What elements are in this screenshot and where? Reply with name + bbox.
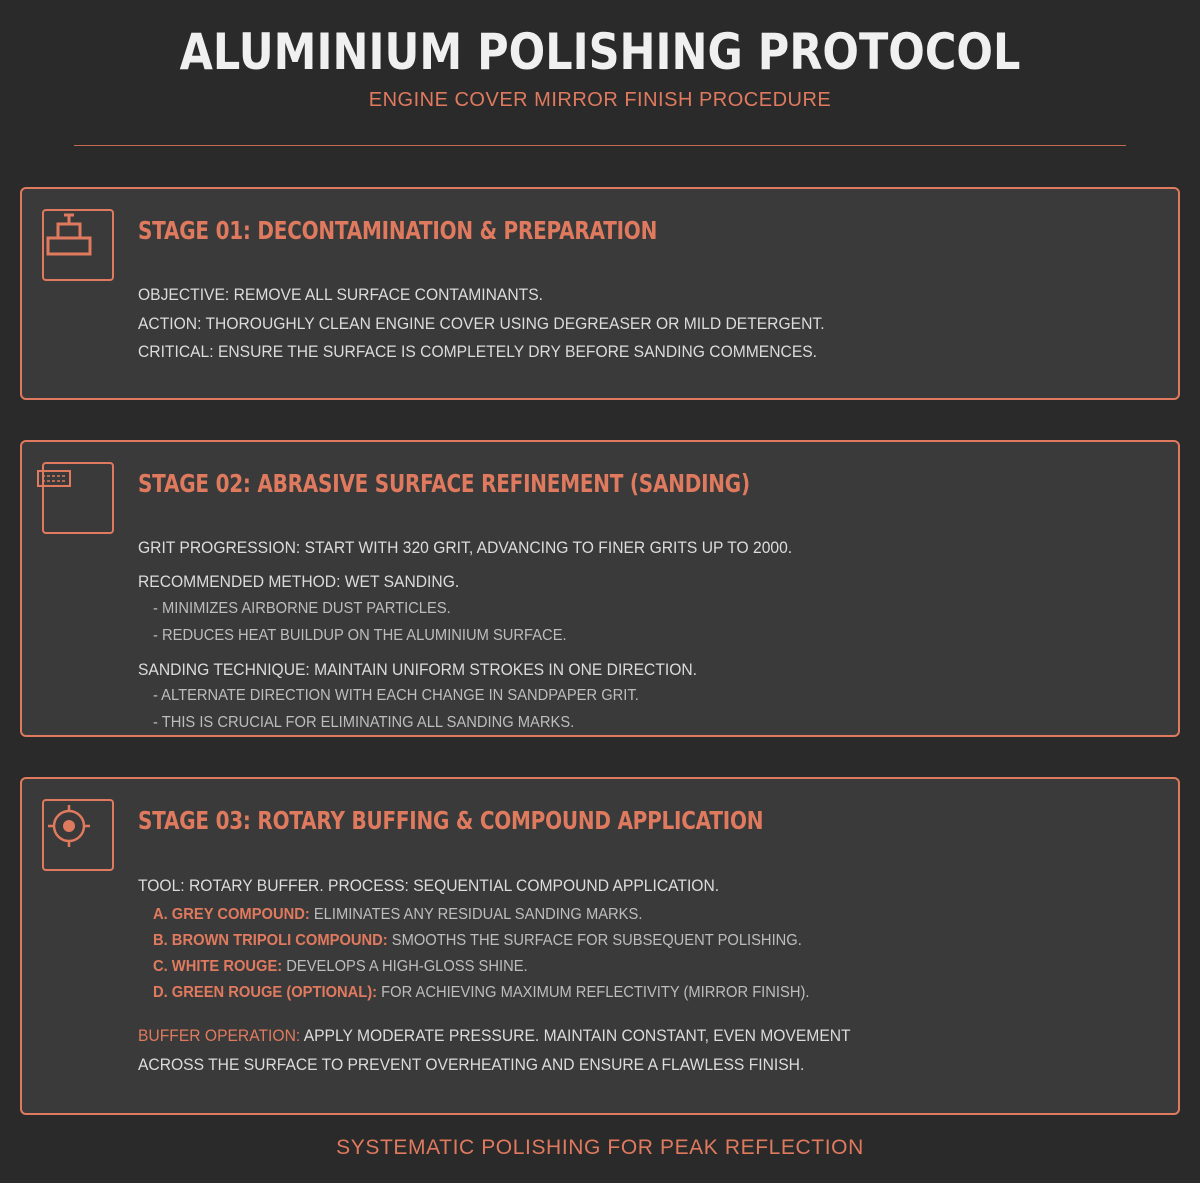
stage-02-technique-point-2: - THIS IS CRUCIAL FOR ELIMINATING ALL SANDING MARKS. — [153, 714, 575, 731]
compound-b — [153, 931, 802, 951]
buffer-operation-line-2: ACROSS THE SURFACE TO PREVENT OVERHEATING AND ENSURE A FLAWLESS FINISH. — [138, 1055, 805, 1074]
compound-d-label: D. GREEN ROUGE (OPTIONAL): — [153, 984, 378, 1001]
stage-02-method: RECOMMENDED METHOD: WET SANDING. — [138, 572, 460, 591]
stage-02-technique: SANDING TECHNIQUE: MAINTAIN UNIFORM STROKES IN ONE DIRECTION. — [138, 660, 698, 679]
stage-02-title: STAGE 02: ABRASIVE SURFACE REFINEMENT (SANDING) — [138, 469, 750, 498]
buffer-operation-text-1: APPLY MODERATE PRESSURE. MAINTAIN CONSTANT, EVEN MOVEMENT — [300, 1026, 851, 1045]
compound-d — [153, 983, 809, 1003]
stage-01-card — [20, 187, 1180, 400]
compound-c — [153, 957, 528, 977]
sandpaper-icon — [42, 462, 114, 534]
compound-c-label: C. WHITE ROUGE: — [153, 958, 283, 975]
compound-b-label: B. BROWN TRIPOLI COMPOUND: — [153, 932, 388, 949]
stage-02-card — [20, 440, 1180, 737]
compound-d-text: FOR ACHIEVING MAXIMUM REFLECTIVITY (MIRROR FINISH). — [377, 984, 810, 1001]
compound-c-text: DEVELOPS A HIGH-GLOSS SHINE. — [282, 958, 528, 975]
stage-01-line-3: CRITICAL: ENSURE THE SURFACE IS COMPLETELY DRY BEFORE SANDING COMMENCES. — [138, 342, 818, 361]
compound-a-label: A. GREY COMPOUND: — [153, 906, 310, 923]
footer-tagline: SYSTEMATIC POLISHING FOR PEAK REFLECTION — [336, 1136, 864, 1159]
compound-b-text: SMOOTHS THE SURFACE FOR SUBSEQUENT POLISHING. — [387, 932, 802, 949]
stage-03-title: STAGE 03: ROTARY BUFFING & COMPOUND APPLICATION — [138, 806, 764, 835]
page-title: ALUMINIUM POLISHING PROTOCOL — [179, 23, 1021, 81]
tool-press-icon — [42, 209, 114, 281]
stage-01-line-1: OBJECTIVE: REMOVE ALL SURFACE CONTAMINANTS. — [138, 285, 543, 304]
stage-02-grit: GRIT PROGRESSION: START WITH 320 GRIT, ADVANCING TO FINER GRITS UP TO 2000. — [138, 538, 793, 557]
buffer-operation-label: BUFFER OPERATION: — [138, 1026, 301, 1045]
stage-02-technique-point-1: - ALTERNATE DIRECTION WITH EACH CHANGE IN SANDPAPER GRIT. — [153, 687, 639, 704]
stage-03-intro: TOOL: ROTARY BUFFER. PROCESS: SEQUENTIAL COMPOUND APPLICATION. — [138, 876, 720, 895]
stage-03-card — [20, 777, 1180, 1115]
buffer-target-icon — [42, 799, 114, 871]
stage-02-method-point-1: - MINIMIZES AIRBORNE DUST PARTICLES. — [153, 600, 451, 617]
compound-a — [153, 905, 642, 925]
stage-02-method-point-2: - REDUCES HEAT BUILDUP ON THE ALUMINIUM SURFACE. — [153, 627, 567, 644]
stage-01-line-2: ACTION: THOROUGHLY CLEAN ENGINE COVER USING DEGREASER OR MILD DETERGENT. — [138, 314, 825, 333]
buffer-operation-line-1 — [138, 1025, 851, 1047]
header-divider — [74, 145, 1126, 146]
page-subtitle: ENGINE COVER MIRROR FINISH PROCEDURE — [368, 89, 832, 111]
stage-01-title: STAGE 01: DECONTAMINATION & PREPARATION — [138, 216, 658, 245]
compound-a-text: ELIMINATES ANY RESIDUAL SANDING MARKS. — [309, 906, 643, 923]
